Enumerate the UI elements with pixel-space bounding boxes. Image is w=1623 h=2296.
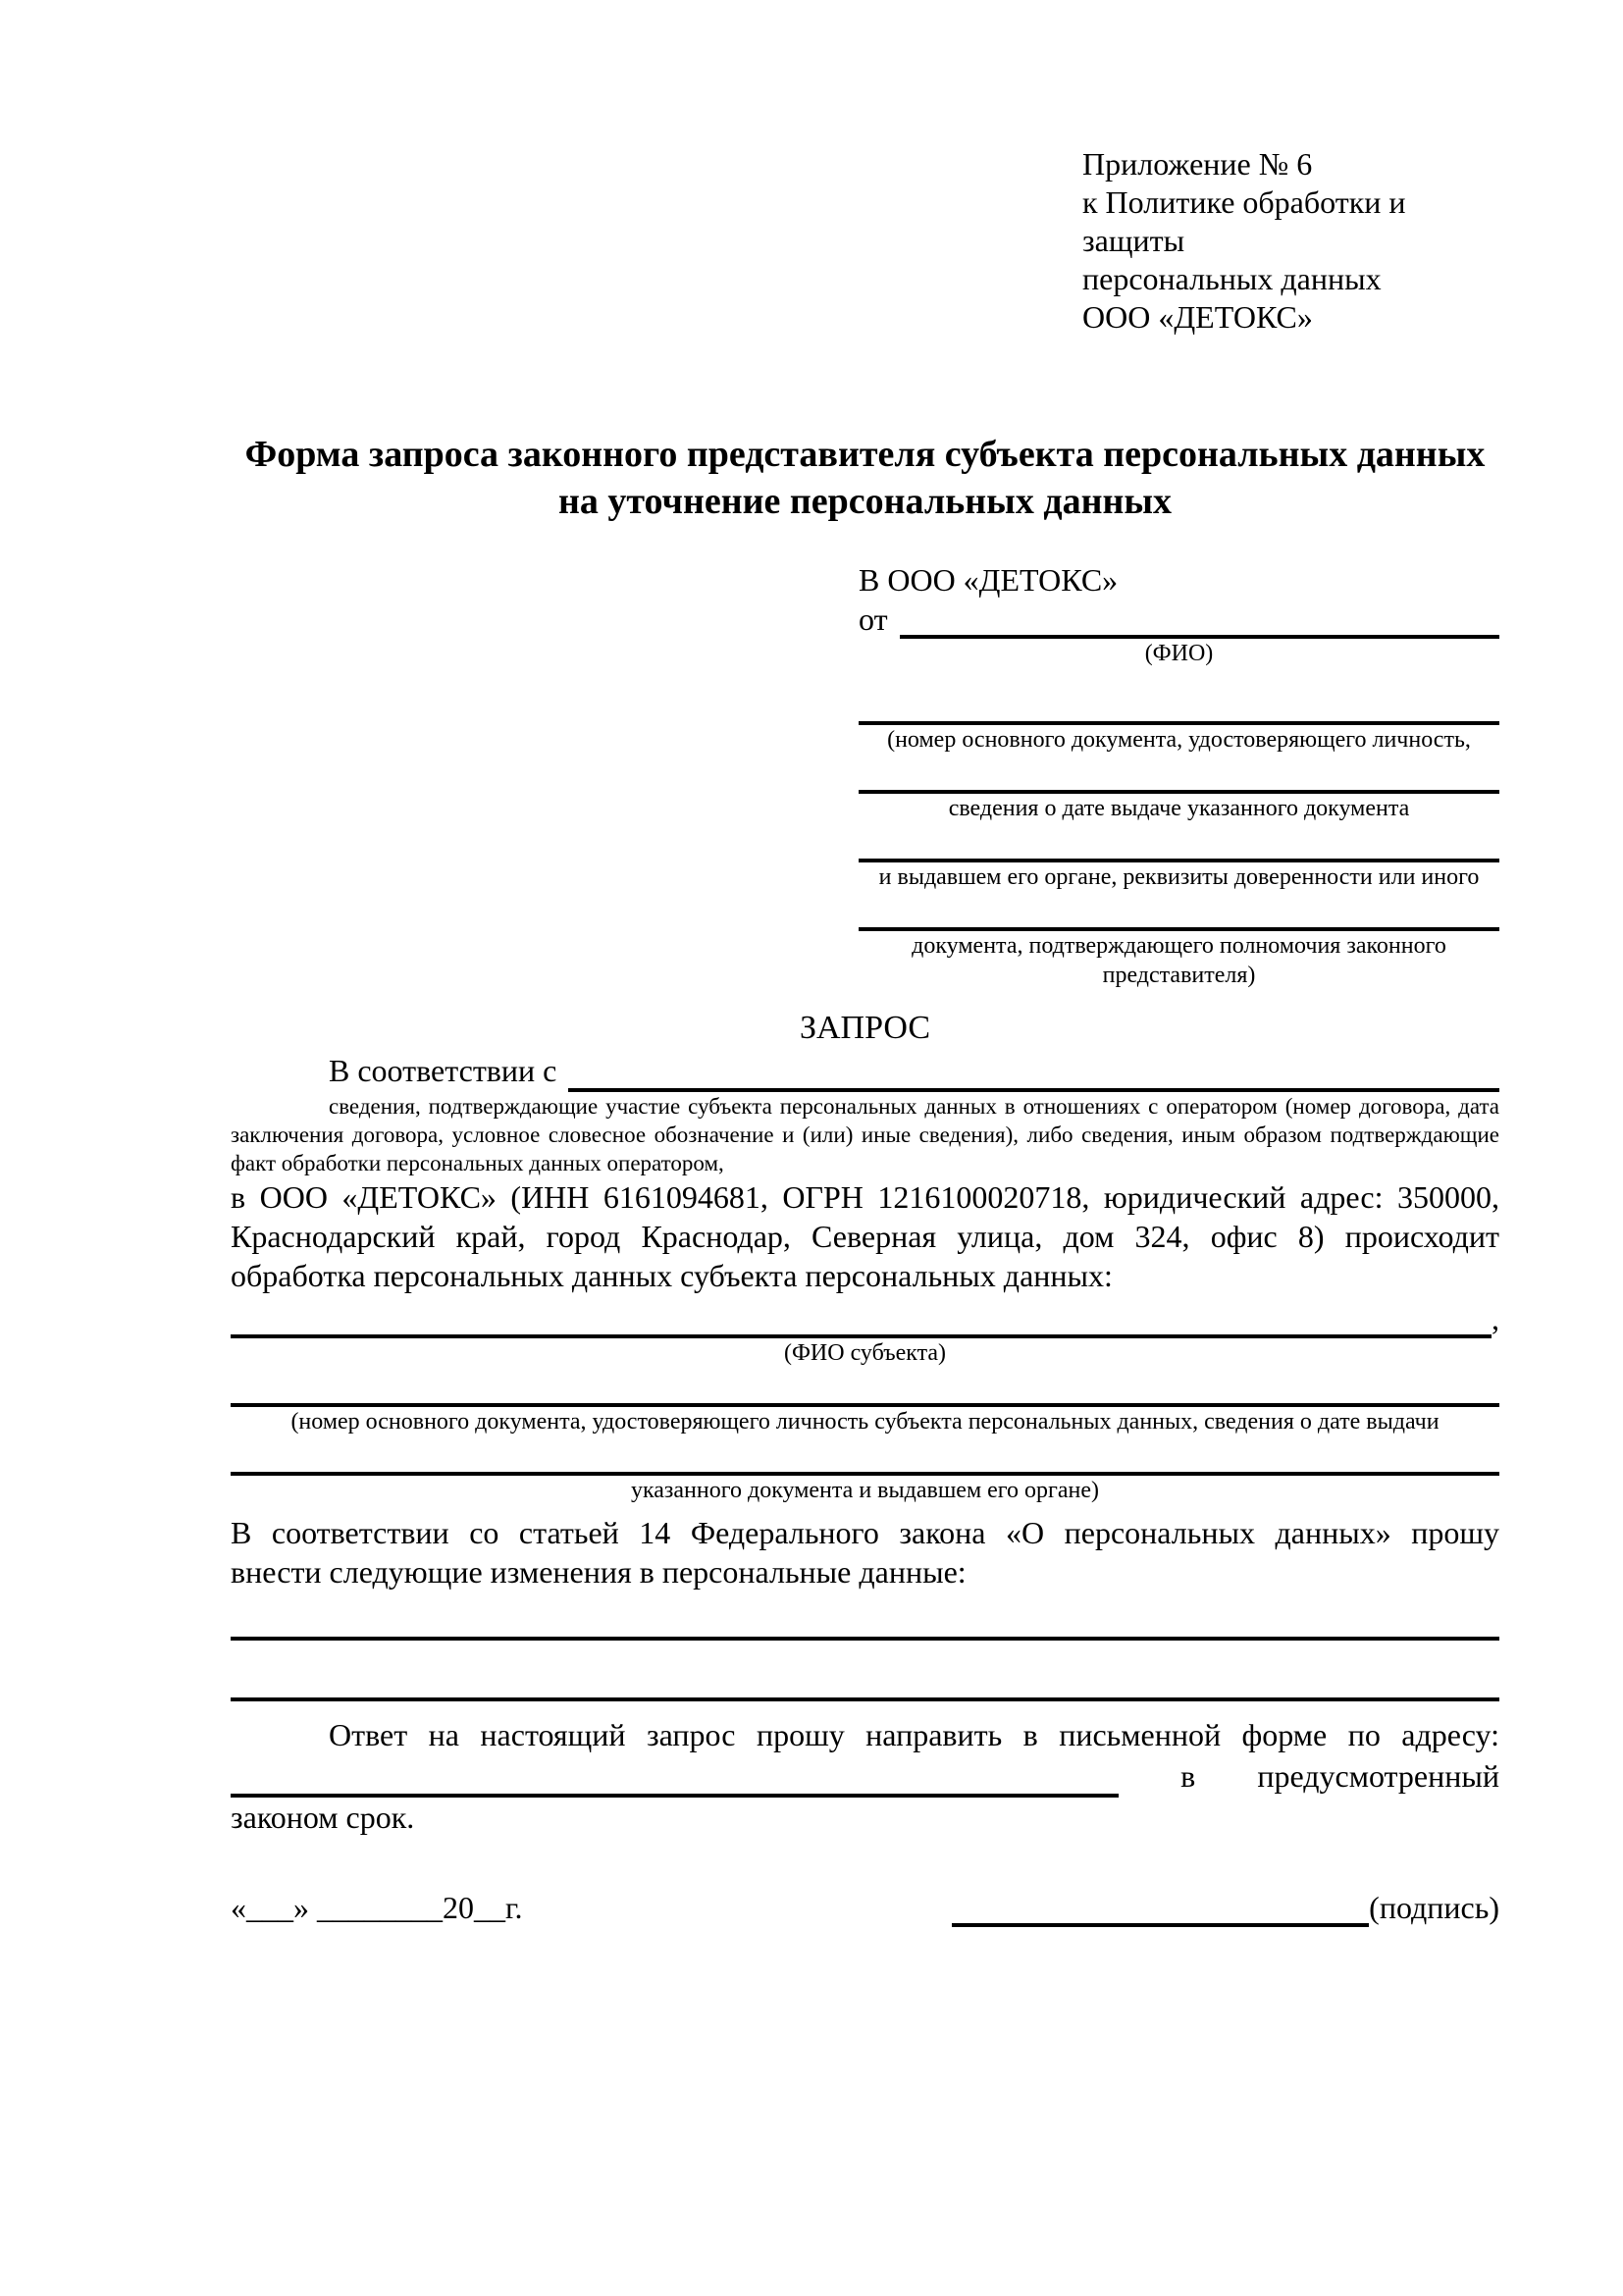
operator-paragraph — [231, 1177, 1499, 1295]
appendix-line-2: к Политике обработки и защиты — [1082, 184, 1406, 258]
representative-doc-fill-line-2 — [859, 766, 1499, 794]
subject-fio-row — [231, 1299, 1499, 1338]
fio-caption: (ФИО) — [1144, 641, 1214, 666]
reply-line-3: законом срок. — [231, 1800, 415, 1835]
addressee-block — [859, 560, 1499, 990]
doc-title-line1: Форма запроса законного представителя субъекта персональных данных — [244, 434, 1486, 475]
reply-address-row — [231, 1754, 1499, 1798]
subject-fio-caption: (ФИО субъекта) — [783, 1340, 947, 1366]
representative-doc-caption-1: (номер основного документа, удостоверяющего личность, — [887, 727, 1471, 753]
representative-doc-fill-line-1 — [859, 698, 1499, 725]
signature-caption: (подпись) — [1369, 1890, 1499, 1925]
law-line-1: В соответствии со статьей 14 Федерального закона «О персональных данных» прошу — [231, 1515, 1499, 1550]
operator-line-3: обработка персональных данных субъекта персональных данных: — [231, 1258, 1113, 1293]
reply-paragraph — [231, 1715, 1499, 1837]
request-heading: ЗАПРОС — [799, 1010, 931, 1046]
subject-doc-fill-line-1 — [231, 1380, 1499, 1407]
changes-fill-line-1 — [231, 1613, 1499, 1641]
intro-fill-line — [568, 1053, 1499, 1092]
intro-label: В соответствии с — [329, 1053, 557, 1088]
from-fill-line — [900, 600, 1499, 639]
appendix-line-4: ООО «ДЕТОКС» — [1082, 299, 1313, 335]
operator-line-1: в ООО «ДЕТОКС» (ИНН 6161094681, ОГРН 1216100020718, юридический адрес: 350000, — [231, 1179, 1499, 1215]
date-line: «___» ________20__г. — [231, 1890, 523, 1925]
intro-row — [231, 1049, 1499, 1092]
subject-doc-fill-line-2 — [231, 1448, 1499, 1476]
subject-doc-caption-2: указанного документа и выдавшем его органе) — [630, 1478, 1100, 1503]
from-label: от — [859, 601, 888, 637]
date-signature-row — [231, 1888, 1499, 1927]
representative-doc-fill-line-3 — [859, 835, 1499, 862]
changes-fill-line-2 — [231, 1674, 1499, 1701]
doc-title-line2: на уточнение персональных данных — [557, 481, 1173, 522]
reply-end-word: предусмотренный — [1257, 1758, 1499, 1794]
law-paragraph — [231, 1513, 1499, 1592]
addressee-org: В ООО «ДЕТОКС» — [859, 562, 1119, 598]
intro-note: сведения, подтверждающие участие субъекта персональных данных в отношениях с оператором (номер договора, дата заключения договора, условное словесное обозначение и (или) иные сведения), либо сведения, иным образом подтверждающие факт обработки персональных данных оператором, — [231, 1094, 1499, 1175]
doc-title — [231, 431, 1499, 525]
law-line-2: внести следующие изменения в персональные данные: — [231, 1554, 967, 1590]
appendix-line-3: персональных данных — [1082, 261, 1382, 296]
representative-doc-caption-3: и выдавшем его органе, реквизиты доверенности или иного — [878, 864, 1480, 890]
subject-fio-fill-line — [231, 1299, 1492, 1338]
signature-group — [952, 1888, 1499, 1927]
representative-doc-caption-4: документа, подтверждающего полномочия законного представителя) — [912, 933, 1446, 988]
reply-line-1: Ответ на настоящий запрос прошу направить в письменной форме по адресу: — [329, 1717, 1499, 1752]
reply-address-fill-line — [231, 1754, 1119, 1798]
representative-doc-caption-2: сведения о дате выдаче указанного документа — [948, 796, 1410, 821]
subject-fio-comma: , — [1492, 1301, 1499, 1336]
appendix-block — [1082, 145, 1499, 337]
operator-line-2: Краснодарский край, город Краснодар, Северная улица, дом 324, офис 8) происходит — [231, 1219, 1499, 1254]
from-row — [859, 600, 1499, 639]
signature-fill-line — [952, 1888, 1369, 1927]
appendix-line-1: Приложение № 6 — [1082, 146, 1313, 182]
representative-doc-fill-line-4 — [859, 904, 1499, 931]
reply-mid-word: в — [1180, 1758, 1196, 1794]
subject-doc-caption-1: (номер основного документа, удостоверяющего личность субъекта персональных данных, сведения о дате выдачи — [290, 1409, 1440, 1435]
